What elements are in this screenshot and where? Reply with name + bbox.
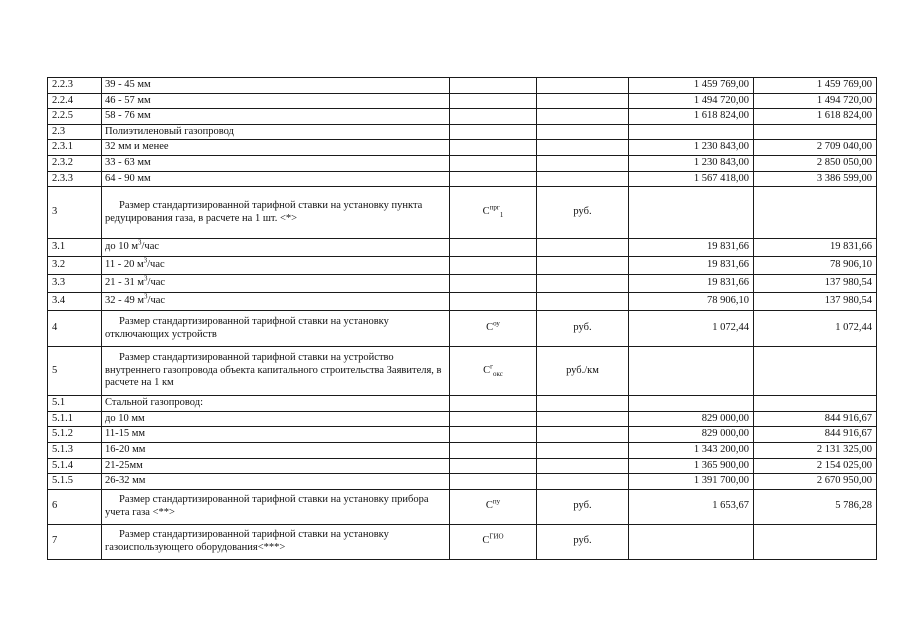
table-row	[48, 171, 877, 187]
row-unit: руб.	[537, 489, 629, 524]
table-row	[48, 239, 877, 257]
row-designation	[450, 109, 537, 125]
row-value-1: 1 567 418,00	[629, 171, 754, 187]
row-description: 58 - 76 мм	[102, 109, 450, 125]
row-unit	[537, 171, 629, 187]
row-description: Размер стандартизированной тарифной ставки на установку газоиспользующего оборудования<***>	[102, 524, 450, 559]
table-row	[48, 458, 877, 474]
row-value-1	[629, 524, 754, 559]
row-unit	[537, 411, 629, 427]
row-unit	[537, 109, 629, 125]
row-unit	[537, 458, 629, 474]
row-description: 64 - 90 мм	[102, 171, 450, 187]
row-value-1: 19 831,66	[629, 275, 754, 293]
row-designation	[450, 489, 537, 524]
row-value-1: 1 653,67	[629, 489, 754, 524]
table-row	[48, 155, 877, 171]
table-row	[48, 140, 877, 156]
row-value-1: 78 906,10	[629, 293, 754, 311]
row-designation	[450, 442, 537, 458]
row-code: 3.1	[48, 239, 102, 257]
row-value-2: 2 709 040,00	[754, 140, 877, 156]
row-value-1	[629, 124, 754, 140]
row-description: Полиэтиленовый газопровод	[102, 124, 450, 140]
row-unit: руб.	[537, 187, 629, 239]
row-code: 3.3	[48, 275, 102, 293]
row-value-2: 1 618 824,00	[754, 109, 877, 125]
row-value-1: 1 459 769,00	[629, 78, 754, 94]
designation-base: С	[483, 364, 491, 376]
row-value-1: 1 391 700,00	[629, 474, 754, 490]
row-value-2	[754, 124, 877, 140]
row-unit: руб./км	[537, 347, 629, 396]
row-value-1	[629, 187, 754, 239]
row-unit	[537, 257, 629, 275]
row-designation	[450, 293, 537, 311]
row-value-2: 3 386 599,00	[754, 171, 877, 187]
designation-superscript: прг	[489, 203, 500, 212]
row-unit	[537, 78, 629, 94]
row-code: 5.1.1	[48, 411, 102, 427]
row-description: 39 - 45 мм	[102, 78, 450, 94]
row-unit	[537, 474, 629, 490]
row-designation	[450, 239, 537, 257]
row-description: 32 мм и менее	[102, 140, 450, 156]
row-value-2	[754, 187, 877, 239]
row-description: Размер стандартизированной тарифной ставки на установку пункта редуцирования газа, в расчете на 1 шт. <*>	[102, 187, 450, 239]
row-value-2: 137 980,54	[754, 293, 877, 311]
row-unit	[537, 140, 629, 156]
row-value-2: 1 072,44	[754, 311, 877, 347]
designation-superscript: пу	[492, 497, 501, 506]
row-value-2: 844 916,67	[754, 411, 877, 427]
row-description: Стальной газопровод:	[102, 396, 450, 412]
table-row	[48, 427, 877, 443]
row-value-2: 2 850 050,00	[754, 155, 877, 171]
table-row	[48, 93, 877, 109]
row-designation	[450, 427, 537, 443]
row-value-1: 1 230 843,00	[629, 155, 754, 171]
row-value-1: 19 831,66	[629, 239, 754, 257]
designation-base: С	[482, 535, 490, 547]
row-designation	[450, 396, 537, 412]
row-description: Размер стандартизированной тарифной ставки на установку прибора учета газа <**>	[102, 489, 450, 524]
designation-superscript: оу	[493, 319, 500, 328]
row-code: 4	[48, 311, 102, 347]
designation-superscript: г	[490, 362, 494, 371]
table-row	[48, 474, 877, 490]
row-designation	[450, 78, 537, 94]
row-designation	[450, 171, 537, 187]
row-description: 32 - 49 $м^3$/час	[102, 293, 450, 311]
row-value-2: 137 980,54	[754, 275, 877, 293]
row-code: 5.1	[48, 396, 102, 412]
row-code: 5.1.5	[48, 474, 102, 490]
row-description: до 10 $м^3$/час	[102, 239, 450, 257]
row-unit	[537, 396, 629, 412]
row-value-1: 1 365 900,00	[629, 458, 754, 474]
row-value-2: 19 831,66	[754, 239, 877, 257]
row-value-1: 829 000,00	[629, 427, 754, 443]
row-unit	[537, 124, 629, 140]
row-code: 6	[48, 489, 102, 524]
row-code: 5.1.4	[48, 458, 102, 474]
row-value-2: 1 459 769,00	[754, 78, 877, 94]
row-unit	[537, 275, 629, 293]
row-value-1: 1 230 843,00	[629, 140, 754, 156]
row-value-1	[629, 396, 754, 412]
row-unit: руб.	[537, 311, 629, 347]
row-unit	[537, 93, 629, 109]
designation-subscript: 1	[499, 211, 504, 220]
row-value-1: 19 831,66	[629, 257, 754, 275]
row-code: 3.4	[48, 293, 102, 311]
table-row	[48, 293, 877, 311]
row-value-2	[754, 524, 877, 559]
table-row	[48, 347, 877, 396]
row-unit	[537, 155, 629, 171]
row-code: 2.2.5	[48, 109, 102, 125]
row-value-2	[754, 347, 877, 396]
row-code: 2.2.4	[48, 93, 102, 109]
designation-base: С	[485, 500, 493, 512]
table-row	[48, 524, 877, 559]
table-row	[48, 78, 877, 94]
row-value-2: 2 670 950,00	[754, 474, 877, 490]
row-designation	[450, 411, 537, 427]
row-code: 3.2	[48, 257, 102, 275]
row-value-2: 844 916,67	[754, 427, 877, 443]
row-value-1: 1 343 200,00	[629, 442, 754, 458]
row-designation	[450, 124, 537, 140]
designation-subscript: окс	[493, 369, 503, 378]
row-description: 46 - 57 мм	[102, 93, 450, 109]
table-row	[48, 396, 877, 412]
designation-base: С	[486, 322, 494, 334]
row-code: 2.3	[48, 124, 102, 140]
designation-superscript: ГИО	[489, 532, 504, 541]
row-code: 3	[48, 187, 102, 239]
row-designation	[450, 140, 537, 156]
row-value-1: 829 000,00	[629, 411, 754, 427]
row-value-1: 1 618 824,00	[629, 109, 754, 125]
table-row	[48, 257, 877, 275]
row-code: 5.1.2	[48, 427, 102, 443]
row-code: 5	[48, 347, 102, 396]
row-code: 2.2.3	[48, 78, 102, 94]
row-code: 7	[48, 524, 102, 559]
row-designation	[450, 458, 537, 474]
row-description: 16-20 мм	[102, 442, 450, 458]
row-description: 21-25мм	[102, 458, 450, 474]
row-value-1	[629, 347, 754, 396]
table-row	[48, 124, 877, 140]
row-description: 11 - 20 $м^3$/час	[102, 257, 450, 275]
row-unit	[537, 442, 629, 458]
row-designation	[450, 311, 537, 347]
row-description: 21 - 31 $м^3$/час	[102, 275, 450, 293]
table-row	[48, 411, 877, 427]
row-unit	[537, 293, 629, 311]
row-designation	[450, 275, 537, 293]
row-description: до 10 мм	[102, 411, 450, 427]
row-value-2: 2 154 025,00	[754, 458, 877, 474]
table-row	[48, 442, 877, 458]
row-value-2: 78 906,10	[754, 257, 877, 275]
tariff-table	[47, 77, 877, 560]
row-designation	[450, 155, 537, 171]
row-value-2: 5 786,28	[754, 489, 877, 524]
row-designation	[450, 93, 537, 109]
row-designation	[450, 524, 537, 559]
row-code: 2.3.1	[48, 140, 102, 156]
row-designation	[450, 187, 537, 239]
row-description: Размер стандартизированной тарифной ставки на устройство внутреннего газопровода объекта капитального строительства Заявителя, в расчете на 1 км	[102, 347, 450, 396]
row-code: 5.1.3	[48, 442, 102, 458]
row-description: 11-15 мм	[102, 427, 450, 443]
row-value-1: 1 072,44	[629, 311, 754, 347]
row-description: 26-32 мм	[102, 474, 450, 490]
row-designation	[450, 257, 537, 275]
designation-base: С	[482, 206, 490, 218]
row-value-2: 1 494 720,00	[754, 93, 877, 109]
table-row	[48, 489, 877, 524]
row-unit	[537, 239, 629, 257]
row-value-2	[754, 396, 877, 412]
row-designation	[450, 347, 537, 396]
row-description: Размер стандартизированной тарифной ставки на установку отключающих устройств	[102, 311, 450, 347]
row-unit: руб.	[537, 524, 629, 559]
row-value-1: 1 494 720,00	[629, 93, 754, 109]
row-designation	[450, 474, 537, 490]
row-code: 2.3.2	[48, 155, 102, 171]
row-unit	[537, 427, 629, 443]
row-code: 2.3.3	[48, 171, 102, 187]
row-value-2: 2 131 325,00	[754, 442, 877, 458]
table-row	[48, 109, 877, 125]
table-row	[48, 275, 877, 293]
table-row	[48, 311, 877, 347]
table-row	[48, 187, 877, 239]
row-description: 33 - 63 мм	[102, 155, 450, 171]
